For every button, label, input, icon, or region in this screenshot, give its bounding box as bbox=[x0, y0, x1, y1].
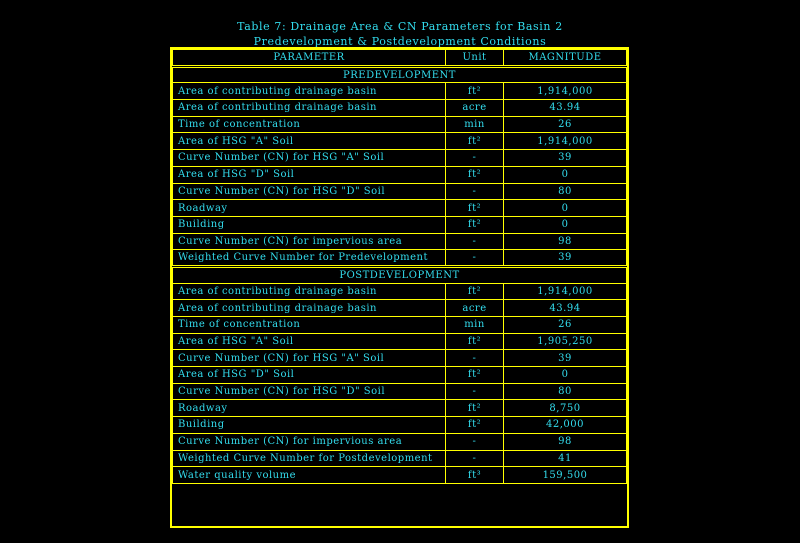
magnitude-cell: 98 bbox=[504, 233, 627, 250]
magnitude-cell: 0 bbox=[504, 367, 627, 384]
section-title: PREDEVELOPMENT bbox=[173, 66, 627, 83]
parameter-cell: Area of contributing drainage basin bbox=[173, 83, 446, 100]
magnitude-cell: 43.94 bbox=[504, 300, 627, 317]
table-row bbox=[173, 400, 627, 417]
header-parameter: PARAMETER bbox=[173, 50, 446, 67]
table-subtitle: Predevelopment & Postdevelopment Conditions bbox=[253, 35, 547, 48]
magnitude-cell: 39 bbox=[504, 250, 627, 267]
magnitude-cell: 8,750 bbox=[504, 400, 627, 417]
table-row bbox=[173, 200, 627, 217]
magnitude-cell: 80 bbox=[504, 183, 627, 200]
magnitude-cell: 39 bbox=[504, 150, 627, 167]
magnitude-cell: 80 bbox=[504, 383, 627, 400]
unit-cell: ft² bbox=[446, 166, 504, 183]
unit-cell: - bbox=[446, 433, 504, 450]
parameter-cell: Time of concentration bbox=[173, 317, 446, 334]
parameter-cell: Building bbox=[173, 216, 446, 233]
unit-cell: ft² bbox=[446, 283, 504, 300]
unit-cell: ft² bbox=[446, 333, 504, 350]
table-frame bbox=[170, 47, 629, 528]
table-row bbox=[173, 317, 627, 334]
unit-cell: ft² bbox=[446, 133, 504, 150]
magnitude-cell: 98 bbox=[504, 433, 627, 450]
table-row bbox=[173, 183, 627, 200]
parameter-cell: Roadway bbox=[173, 200, 446, 217]
magnitude-cell: 26 bbox=[504, 317, 627, 334]
table-row bbox=[173, 150, 627, 167]
table-row bbox=[173, 350, 627, 367]
unit-cell: - bbox=[446, 150, 504, 167]
unit-cell: ft² bbox=[446, 367, 504, 384]
magnitude-cell: 1,905,250 bbox=[504, 333, 627, 350]
unit-cell: - bbox=[446, 250, 504, 267]
header-row bbox=[173, 50, 627, 67]
unit-cell: ft² bbox=[446, 200, 504, 217]
parameter-cell: Building bbox=[173, 417, 446, 434]
unit-cell: ft² bbox=[446, 216, 504, 233]
parameter-cell: Water quality volume bbox=[173, 467, 446, 484]
unit-cell: - bbox=[446, 350, 504, 367]
parameter-cell: Area of HSG "D" Soil bbox=[173, 367, 446, 384]
parameter-cell: Roadway bbox=[173, 400, 446, 417]
table-row bbox=[173, 100, 627, 117]
magnitude-cell: 0 bbox=[504, 200, 627, 217]
unit-cell: ft² bbox=[446, 417, 504, 434]
parameter-cell: Area of contributing drainage basin bbox=[173, 100, 446, 117]
unit-cell: ft² bbox=[446, 400, 504, 417]
table-row bbox=[173, 283, 627, 300]
table-row bbox=[173, 367, 627, 384]
parameter-cell: Curve Number (CN) for HSG "D" Soil bbox=[173, 183, 446, 200]
unit-cell: min bbox=[446, 317, 504, 334]
unit-cell: - bbox=[446, 233, 504, 250]
table-row bbox=[173, 333, 627, 350]
section-header-row bbox=[173, 66, 627, 83]
magnitude-cell: 39 bbox=[504, 350, 627, 367]
unit-cell: min bbox=[446, 116, 504, 133]
parameter-cell: Area of contributing drainage basin bbox=[173, 300, 446, 317]
unit-cell: ft² bbox=[446, 83, 504, 100]
unit-cell: acre bbox=[446, 300, 504, 317]
parameter-cell: Curve Number (CN) for impervious area bbox=[173, 433, 446, 450]
section-title: POSTDEVELOPMENT bbox=[173, 266, 627, 283]
magnitude-cell: 43.94 bbox=[504, 100, 627, 117]
table-row bbox=[173, 450, 627, 467]
magnitude-cell: 41 bbox=[504, 450, 627, 467]
parameter-cell: Area of HSG "A" Soil bbox=[173, 333, 446, 350]
header-unit: Unit bbox=[446, 50, 504, 67]
table-row bbox=[173, 417, 627, 434]
table-row bbox=[173, 233, 627, 250]
table-row bbox=[173, 250, 627, 267]
parameter-cell: Weighted Curve Number for Postdevelopment bbox=[173, 450, 446, 467]
table-title: Table 7: Drainage Area & CN Parameters for Basin 2 bbox=[237, 20, 563, 33]
parameters-table bbox=[172, 49, 627, 484]
header-magnitude: MAGNITUDE bbox=[504, 50, 627, 67]
table-row bbox=[173, 83, 627, 100]
table-row bbox=[173, 383, 627, 400]
parameter-cell: Weighted Curve Number for Predevelopment bbox=[173, 250, 446, 267]
magnitude-cell: 1,914,000 bbox=[504, 83, 627, 100]
table-body bbox=[173, 66, 627, 483]
magnitude-cell: 0 bbox=[504, 166, 627, 183]
parameter-cell: Curve Number (CN) for HSG "D" Soil bbox=[173, 383, 446, 400]
table-row bbox=[173, 300, 627, 317]
parameter-cell: Area of contributing drainage basin bbox=[173, 283, 446, 300]
section-header-row bbox=[173, 266, 627, 283]
parameter-cell: Curve Number (CN) for HSG "A" Soil bbox=[173, 350, 446, 367]
magnitude-cell: 42,000 bbox=[504, 417, 627, 434]
magnitude-cell: 1,914,000 bbox=[504, 133, 627, 150]
magnitude-cell: 159,500 bbox=[504, 467, 627, 484]
table-row bbox=[173, 133, 627, 150]
table-row bbox=[173, 166, 627, 183]
table-row bbox=[173, 116, 627, 133]
parameter-cell: Area of HSG "A" Soil bbox=[173, 133, 446, 150]
parameter-cell: Area of HSG "D" Soil bbox=[173, 166, 446, 183]
table-row bbox=[173, 467, 627, 484]
magnitude-cell: 0 bbox=[504, 216, 627, 233]
table-row bbox=[173, 433, 627, 450]
unit-cell: ft³ bbox=[446, 467, 504, 484]
table-row bbox=[173, 216, 627, 233]
parameter-cell: Time of concentration bbox=[173, 116, 446, 133]
unit-cell: - bbox=[446, 183, 504, 200]
magnitude-cell: 1,914,000 bbox=[504, 283, 627, 300]
parameter-cell: Curve Number (CN) for HSG "A" Soil bbox=[173, 150, 446, 167]
unit-cell: - bbox=[446, 383, 504, 400]
unit-cell: acre bbox=[446, 100, 504, 117]
unit-cell: - bbox=[446, 450, 504, 467]
parameter-cell: Curve Number (CN) for impervious area bbox=[173, 233, 446, 250]
magnitude-cell: 26 bbox=[504, 116, 627, 133]
